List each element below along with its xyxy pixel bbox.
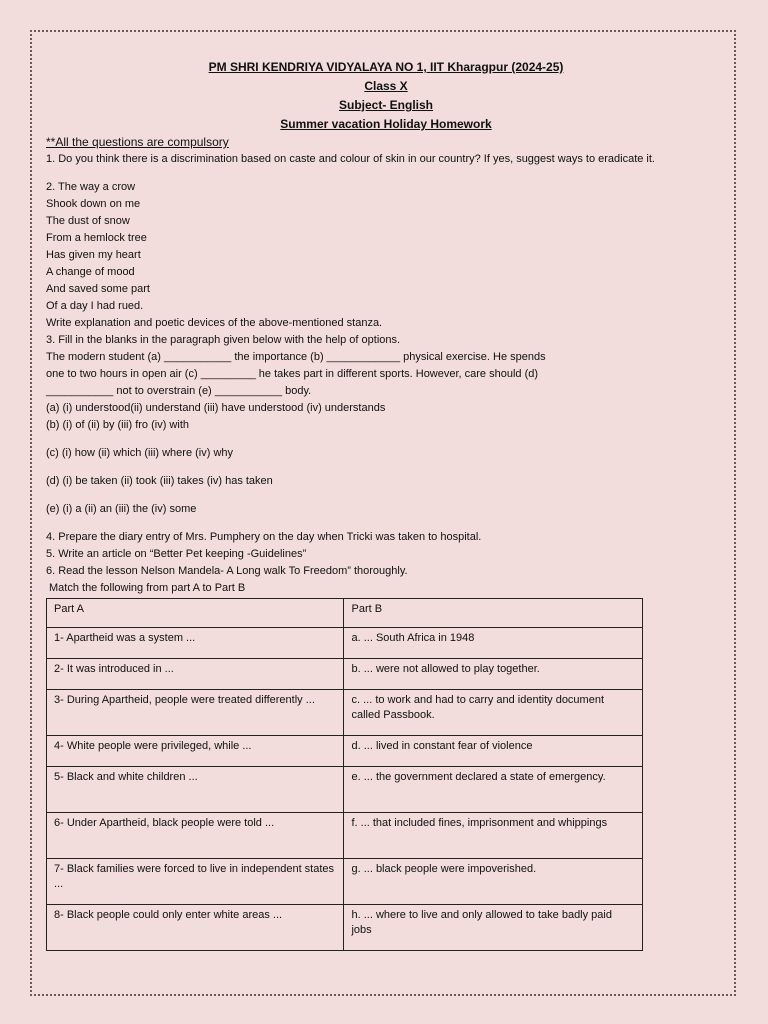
option-b: (b) (i) of (ii) by (iii) fro (iv) with — [46, 419, 189, 431]
part-b-cell: d. ... lived in constant fear of violence — [344, 736, 643, 767]
table-row — [47, 690, 643, 736]
table-row — [47, 736, 643, 767]
poem-line: Of a day I had rued. — [46, 300, 144, 312]
question-2-instruction: Write explanation and poetic devices of the above-mentioned stanza. — [46, 317, 383, 329]
part-a-cell: 3- During Apartheid, people were treated differently ... — [47, 690, 344, 736]
table-row — [47, 767, 643, 813]
table-header-row — [47, 599, 643, 628]
poem-line: And saved some part — [46, 283, 150, 295]
part-b-cell: c. ... to work and had to carry and identity document called Passbook. — [344, 690, 643, 736]
class-label: Class X — [364, 79, 408, 93]
compulsory-note: **All the questions are compulsory — [46, 135, 229, 149]
question-4: 4. Prepare the diary entry of Mrs. Pumphery on the day when Tricki was taken to hospital. — [46, 531, 482, 543]
part-b-cell: h. ... where to live and only allowed to take badly paid jobs — [344, 905, 643, 951]
poem-line: The dust of snow — [46, 215, 130, 227]
subject-label: Subject- English — [338, 98, 433, 112]
question-1: 1. Do you think there is a discrimination based on caste and colour of skin in our country? If yes, suggest ways to eradicate it. — [46, 153, 655, 165]
part-a-cell: 2- It was introduced in ... — [47, 659, 344, 690]
part-a-cell: 1- Apartheid was a system ... — [47, 628, 344, 659]
document-page — [46, 58, 726, 951]
header-part-b: Part B — [344, 599, 643, 628]
option-a: (a) (i) understood(ii) understand (iii) have understood (iv) understands — [46, 402, 386, 414]
match-intro: Match the following from part A to Part B — [49, 582, 246, 594]
part-b-cell: e. ... the government declared a state of emergency. — [344, 767, 643, 813]
question-3 — [46, 332, 726, 529]
part-a-cell: 5- Black and white children ... — [47, 767, 344, 813]
part-b-cell: b. ... were not allowed to play together. — [344, 659, 643, 690]
question-3-intro: 3. Fill in the blanks in the paragraph given below with the help of options. — [46, 334, 401, 346]
poem-line: 2. The way a crow — [46, 181, 136, 193]
school-name: PM SHRI KENDRIYA VIDYALAYA NO 1, IIT Kharagpur (2024-25) — [208, 60, 564, 74]
homework-title: Summer vacation Holiday Homework — [280, 117, 492, 131]
poem-line: Shook down on me — [46, 198, 141, 210]
poem-line: A change of mood — [46, 266, 135, 278]
part-b-cell: g. ... black people were impoverished. — [344, 859, 643, 905]
paragraph-line: The modern student (a) ___________ the importance (b) ____________ physical exercise. He spends — [46, 351, 546, 363]
part-b-cell: f. ... that included fines, imprisonment and whippings — [344, 813, 643, 859]
part-a-cell: 4- White people were privileged, while ... — [47, 736, 344, 767]
table-row — [47, 813, 643, 859]
table-row — [47, 628, 643, 659]
part-a-cell: 8- Black people could only enter white areas ... — [47, 905, 344, 951]
part-b-cell: a. ... South Africa in 1948 — [344, 628, 643, 659]
poem-line: Has given my heart — [46, 249, 141, 261]
table-row — [47, 659, 643, 690]
option-c: (c) (i) how (ii) which (iii) where (iv) why — [46, 447, 234, 459]
question-5: 5. Write an article on “Better Pet keeping -Guidelines” — [46, 548, 307, 560]
header-part-a: Part A — [47, 599, 344, 628]
part-a-cell: 6- Under Apartheid, black people were told ... — [47, 813, 344, 859]
paragraph-line: one to two hours in open air (c) _________ he takes part in different sports. However, care should (d) — [46, 368, 539, 380]
paragraph-line: ___________ not to overstrain (e) ___________ body. — [46, 385, 312, 397]
question-2 — [46, 179, 726, 332]
poem-line: From a hemlock tree — [46, 232, 147, 244]
question-6: 6. Read the lesson Nelson Mandela- A Long walk To Freedom” thoroughly. — [46, 565, 408, 577]
match-table — [46, 598, 643, 951]
option-d: (d) (i) be taken (ii) took (iii) takes (iv) has taken — [46, 475, 273, 487]
part-a-cell: 7- Black families were forced to live in independent states ... — [47, 859, 344, 905]
table-row — [47, 905, 643, 951]
table-row — [47, 859, 643, 905]
option-e: (e) (i) a (ii) an (iii) the (iv) some — [46, 503, 197, 515]
